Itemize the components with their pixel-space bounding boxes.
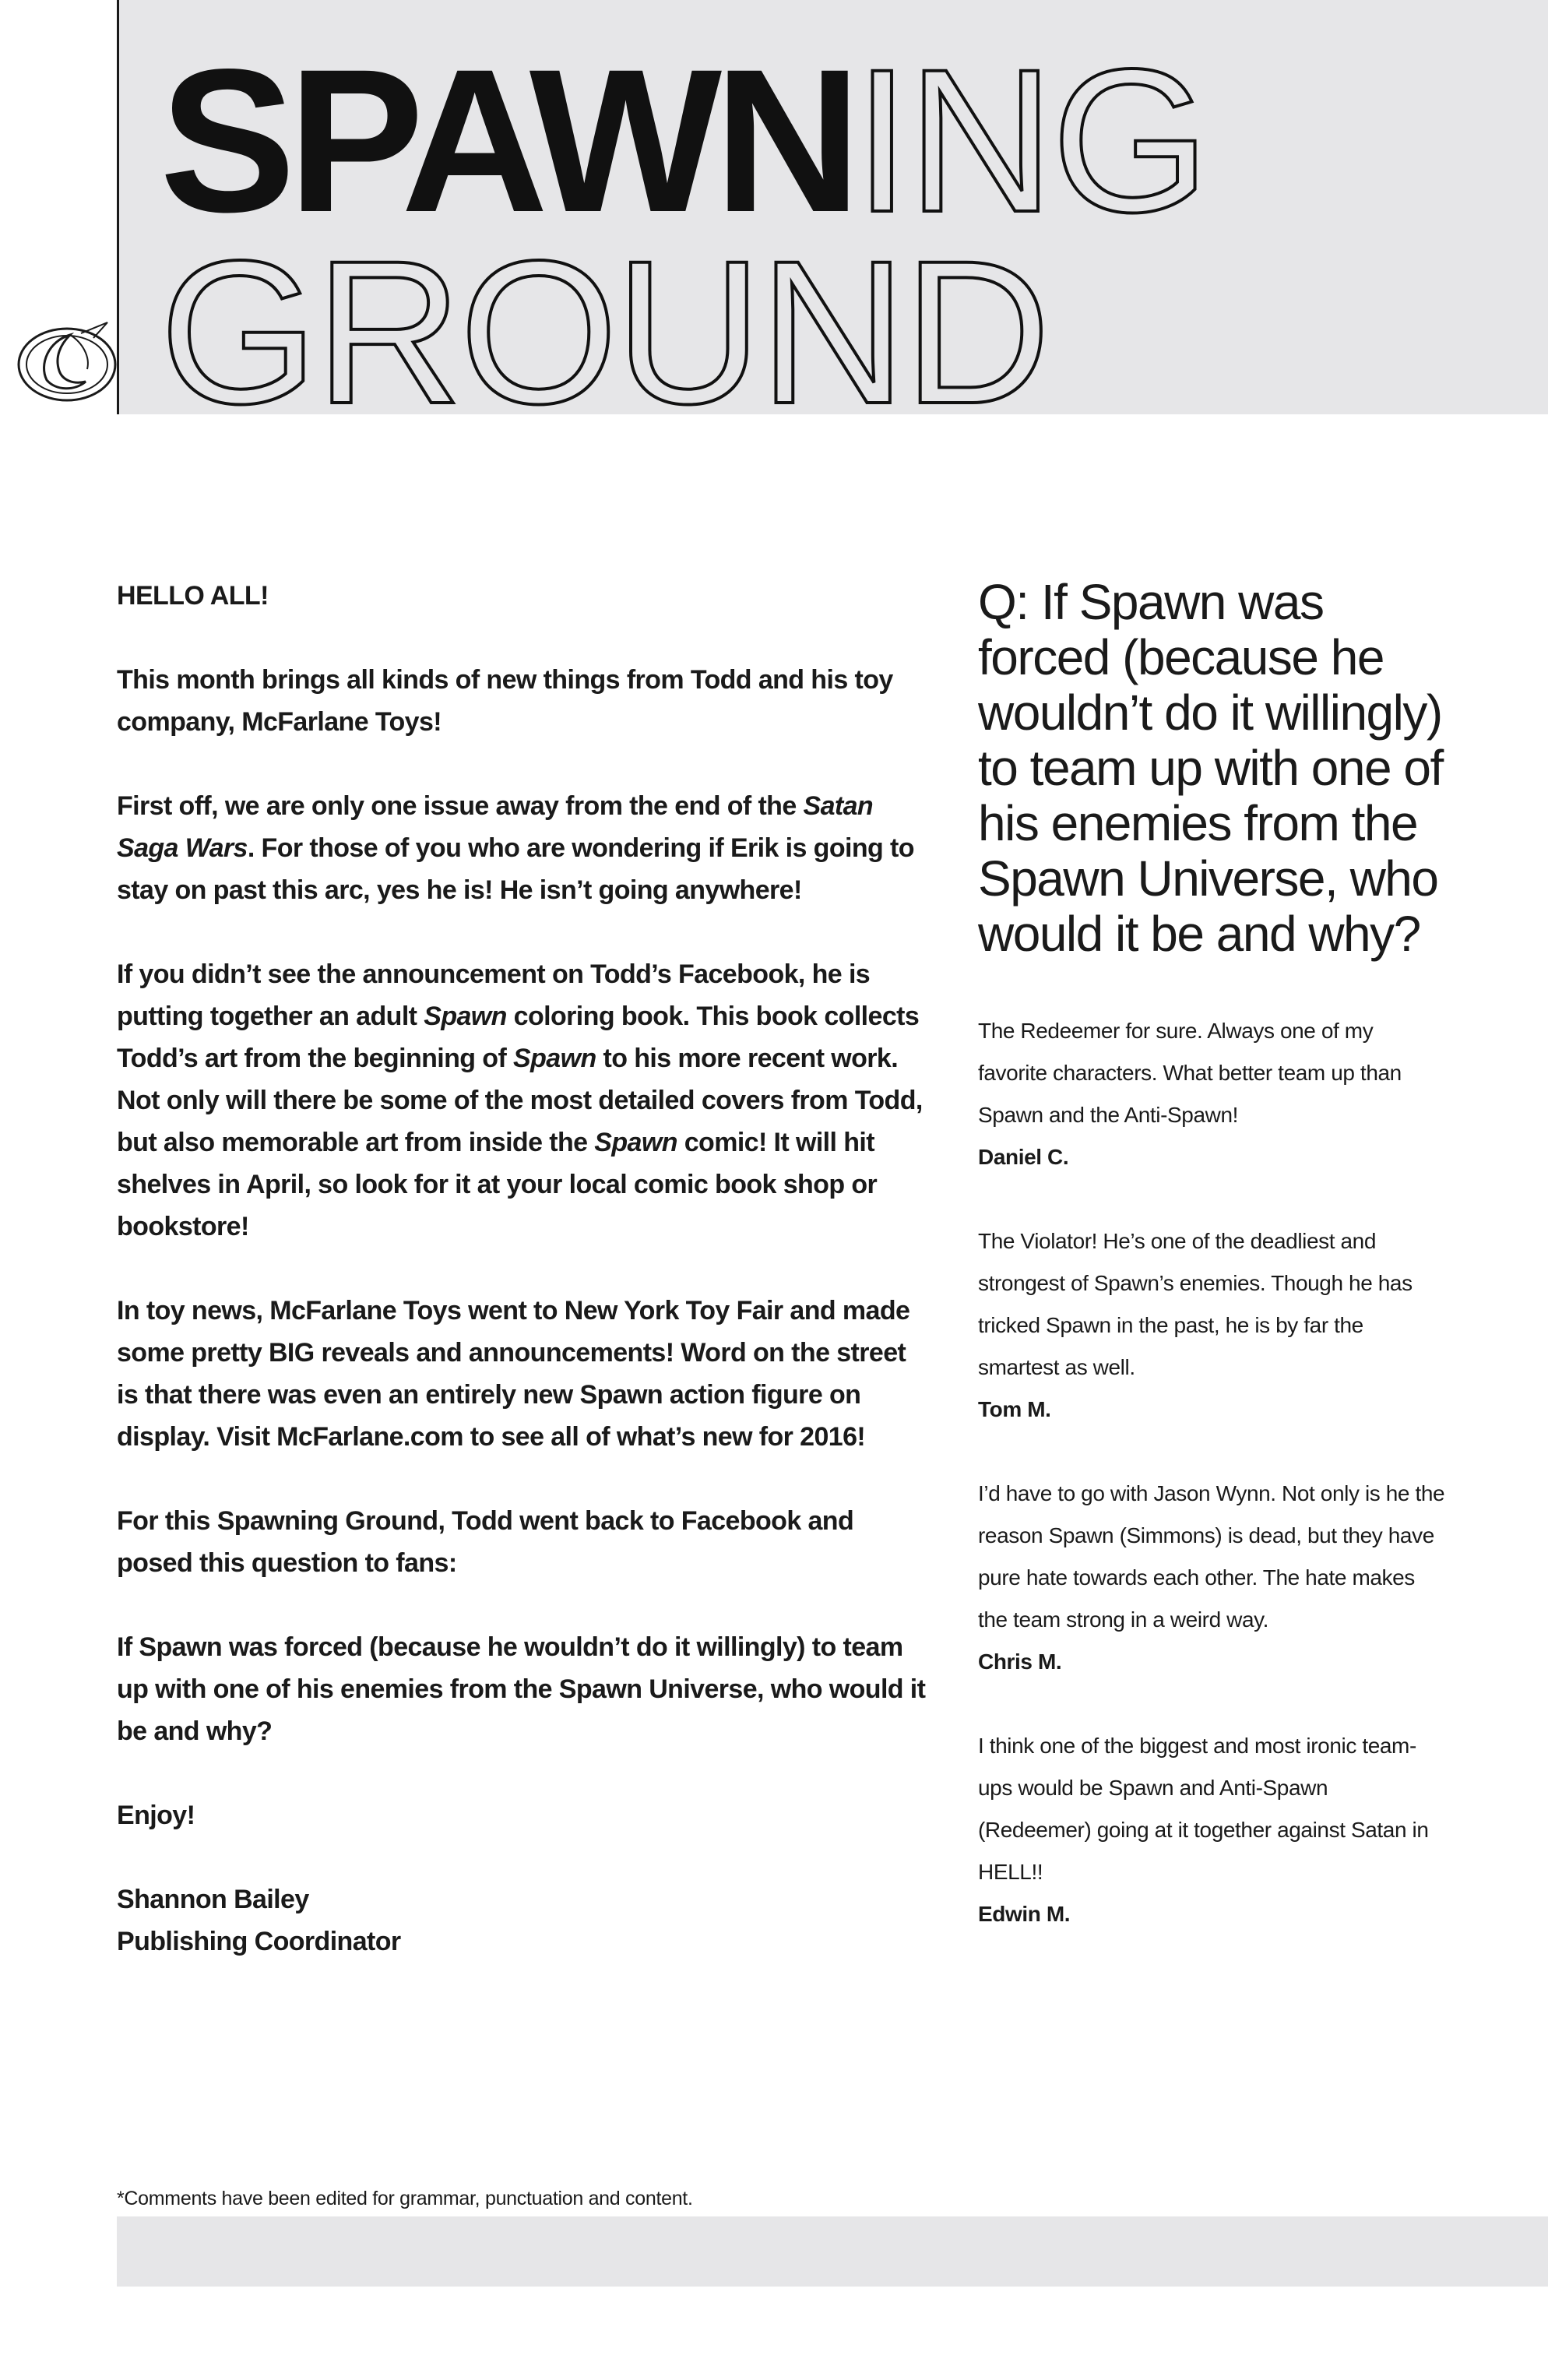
letter-p2-text-a: First off, we are only one issue away from the end of the [117,791,804,821]
page-title-line-2 [160,218,1048,446]
letter-paragraph-1: This month brings all kinds of new things from Todd and his toy company, McFarlane Toys! [117,665,893,737]
answer-author: Edwin M. [978,1902,1071,1926]
footnote: *Comments have been edited for grammar, punctuation and content. [117,2188,693,2209]
answer-text: The Violator! He’s one of the deadliest and strongest of Spawn’s enemies. Though he has tricked Spawn in the past, he is by far the smartest as well. [978,1229,1413,1379]
footer-band [117,2216,1548,2287]
letter-p3-emphasis-3: Spawn [594,1128,677,1157]
answer-text: I’d have to go with Jason Wynn. Not only is he the reason Spawn (Simmons) is dead, but they have pure hate towards each other. The hate makes the team strong in a weird way. [978,1481,1445,1632]
letter-p3-text-d: comic! It will hit shelves in April, so look for it at your local comic book shop or bookstore! [117,1128,878,1241]
letter-paragraph-6: If Spawn was forced (because he wouldn’t do it willingly) to team up with one of his enemies from the Spawn Universe, who would it be and why? [117,1632,926,1746]
answer-item [978,1473,1445,1683]
letter-paragraph-2 [117,785,927,911]
editor-letter [117,575,927,1963]
letter-p2-emphasis: Satan Saga Wars [117,791,874,863]
page-title-line-1 [160,26,1208,255]
answer-author: Tom M. [978,1397,1051,1421]
answer-item [978,1010,1445,1178]
title-bold-word: SPAWN [160,26,854,255]
letter-greeting: HELLO ALL! [117,581,269,611]
letter-paragraph-3 [117,953,927,1248]
letter-paragraph-4: In toy news, McFarlane Toys went to New York Toy Fair and made some pretty BIG reveals and announcements! Word on the street is that there was even an entirely new Spawn action figure on display. Visit McFarlane.com to see all of what’s new for 2016! [117,1296,910,1452]
letter-paragraph-5: For this Spawning Ground, Todd went back to Facebook and posed this question to fans: [117,1506,854,1578]
letter-p2-text-b: . For those of you who are wondering if Erik is going to stay on past this arc, yes he is! He isn’t going anywhere! [117,833,914,905]
letter-p3-text-a: If you didn’t see the announcement on Todd’s Facebook, he is putting together an adult [117,959,871,1031]
letter-p3-text-c: to his more recent work. Not only will there be some of the most detailed covers from Todd, but also memorable art from inside the [117,1044,923,1157]
qa-column [978,575,1445,1977]
answer-item [978,1220,1445,1431]
answer-author: Chris M. [978,1649,1062,1674]
signature-name: Shannon Bailey [117,1885,309,1914]
spawn-logo-icon [16,319,118,405]
answer-text: The Redeemer for sure. Always one of my favorite characters. What better team up than Spawn and the Anti-Spawn! [978,1019,1402,1127]
letter-p3-text-b: coloring book. This book collects Todd’s art from the beginning of [117,1002,920,1073]
signature-title: Publishing Coordinator [117,1927,401,1956]
answer-text: I think one of the biggest and most ironic team-ups would be Spawn and Anti-Spawn (Redeemer) going at it together against Satan in HELL!! [978,1734,1429,1884]
title-thin-suffix: ING [853,26,1208,255]
answer-item [978,1725,1445,1935]
title-thin-word: GROUND [160,218,1048,446]
question-heading: Q: If Spawn was forced (because he wouldn’t do it willingly) to team up with one of his enemies from the Spawn Universe, who would it be and why? [978,574,1443,962]
letter-p3-emphasis-1: Spawn [424,1002,507,1031]
answer-author: Daniel C. [978,1145,1069,1169]
letter-paragraph-7: Enjoy! [117,1801,195,1830]
letter-p3-emphasis-2: Spawn [513,1044,596,1073]
